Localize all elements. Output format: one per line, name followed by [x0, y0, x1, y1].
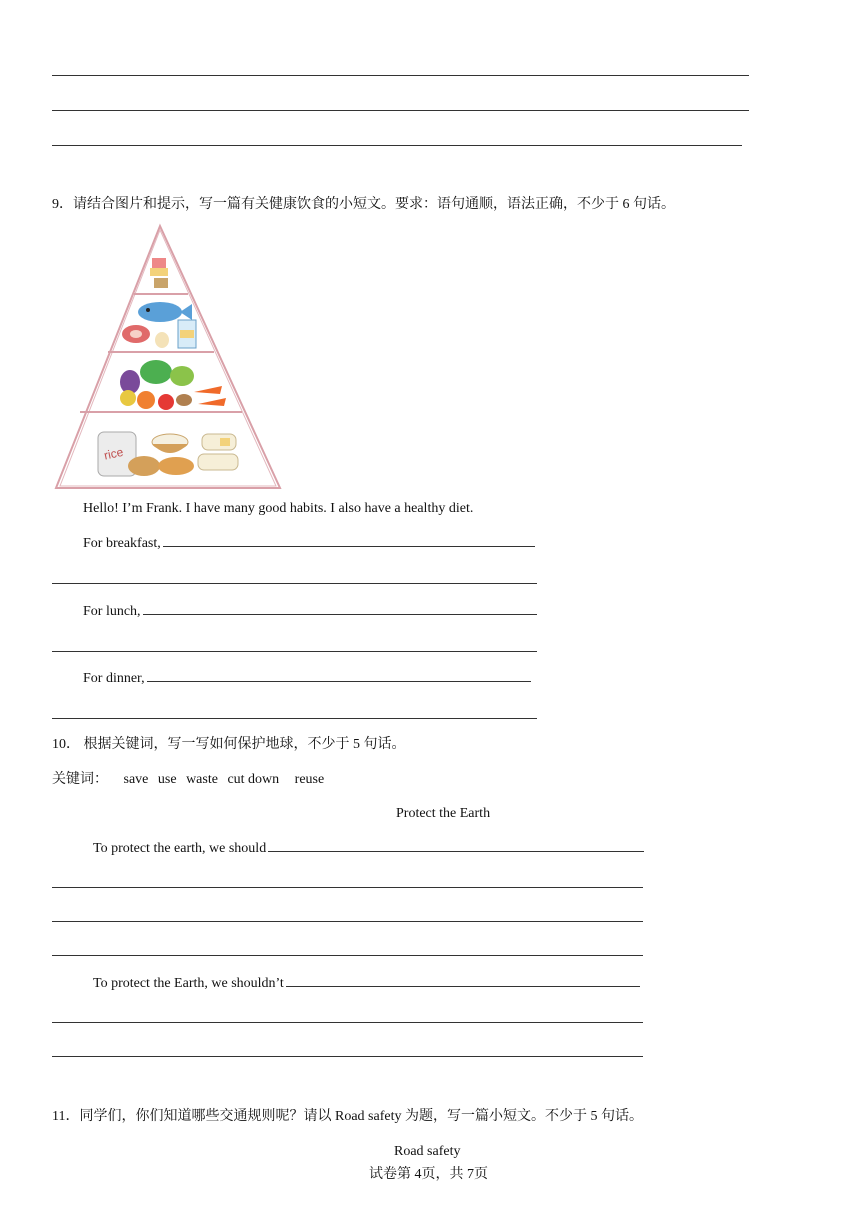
keyword: waste: [186, 772, 218, 787]
keyword: reuse: [294, 772, 325, 787]
q9-lunch-line: [83, 602, 537, 621]
breakfast-blank[interactable]: [163, 534, 535, 547]
q10-keywords: [52, 771, 330, 789]
question-10-prompt: 10． 根据关键词，写一写如何保护地球，不少于 5 句话。: [52, 737, 406, 752]
q10-should-line: [93, 839, 644, 858]
answer-line[interactable]: [52, 1056, 643, 1057]
q11-title: Road safety: [394, 1144, 461, 1159]
shouldnt-blank[interactable]: [286, 974, 640, 987]
keyword: cut down: [227, 772, 280, 787]
answer-line: [52, 145, 742, 146]
answer-line[interactable]: [52, 718, 537, 719]
q10-shouldnt-label: To protect the Earth, we shouldn’t: [93, 976, 284, 991]
should-blank[interactable]: [268, 839, 644, 852]
q9-breakfast-label: For breakfast,: [83, 536, 161, 551]
answer-line: [52, 75, 749, 76]
lunch-blank[interactable]: [143, 602, 537, 615]
q10-should-label: To protect the earth, we should: [93, 841, 267, 856]
q10-title: Protect the Earth: [396, 806, 491, 821]
q9-breakfast-line: [83, 534, 535, 553]
answer-line[interactable]: [52, 921, 643, 922]
answer-line[interactable]: [52, 887, 643, 888]
question-11-prompt: 11．同学们，你们知道哪些交通规则呢？请以 Road safety 为题，写一篇小短文。不少于 5 句话。: [52, 1109, 643, 1124]
food-pyramid-image: [52, 222, 284, 490]
answer-line[interactable]: [52, 1022, 643, 1023]
keyword: save: [123, 772, 149, 787]
answer-line: [52, 110, 749, 111]
q9-lunch-label: For lunch,: [83, 604, 141, 619]
page-footer: 试卷第 4页，共 7页: [369, 1167, 488, 1182]
q9-dinner-line: [83, 669, 531, 688]
dinner-blank[interactable]: [147, 669, 531, 682]
rice-label: rice: [102, 444, 125, 463]
q10-shouldnt-line: [93, 974, 640, 993]
answer-line[interactable]: [52, 583, 537, 584]
question-9-prompt: 9．请结合图片和提示，写一篇有关健康饮食的小短文。要求：语句通顺，语法正确，不少于 6 句话。: [52, 197, 675, 212]
keywords-label: 关键词：: [52, 772, 108, 787]
q9-intro: Hello! I’m Frank. I have many good habits. I also have a healthy diet.: [83, 501, 474, 516]
q9-dinner-label: For dinner,: [83, 671, 145, 686]
keyword: use: [157, 772, 177, 787]
answer-line[interactable]: [52, 651, 537, 652]
answer-line[interactable]: [52, 955, 643, 956]
